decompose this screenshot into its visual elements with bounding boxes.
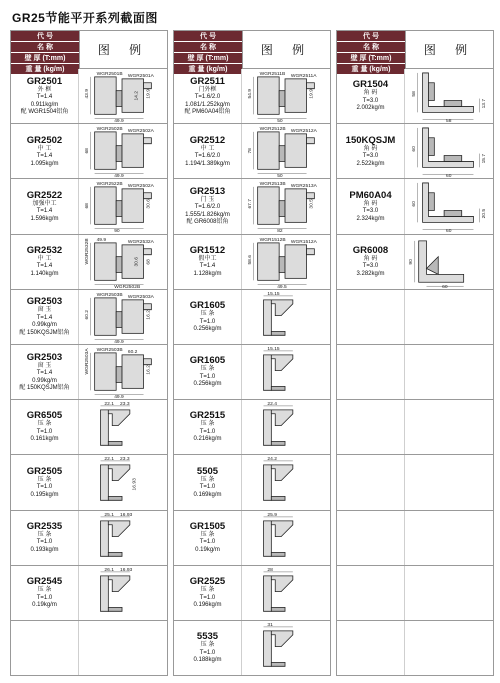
profile-drawing bbox=[242, 566, 330, 620]
profile-entry bbox=[336, 124, 494, 179]
profile-code: GR1605 bbox=[189, 300, 226, 312]
column-header bbox=[336, 30, 494, 73]
profile-weight: 3.282kg/m bbox=[356, 270, 385, 277]
profile-entry bbox=[10, 566, 168, 621]
profile-thickness: T=1.4 bbox=[36, 94, 53, 101]
profile-thickness: T=1.4 bbox=[36, 208, 53, 215]
profile-entry bbox=[173, 69, 331, 124]
profile-drawing bbox=[242, 345, 330, 399]
dimension-label: 24.2 bbox=[267, 457, 277, 463]
profile-code: GR1505 bbox=[189, 520, 226, 532]
header-thickness-label: 壁 厚 (T:mm) bbox=[11, 53, 79, 64]
profile-weight: 1.555/1.826kg/m bbox=[185, 211, 230, 218]
profile-thickness: T=1.0 bbox=[36, 594, 53, 601]
header-code-label: 代 号 bbox=[174, 31, 242, 42]
profile-code: GR2505 bbox=[26, 465, 63, 477]
dimension-label: 58 bbox=[411, 91, 417, 97]
header-name-label: 名 称 bbox=[174, 42, 242, 53]
profile-info bbox=[174, 124, 242, 178]
profile-weight: 0.216kg/m bbox=[193, 436, 222, 443]
profile-drawing bbox=[242, 290, 330, 344]
profile-entry bbox=[336, 235, 494, 290]
dimension-label: 30.6 bbox=[134, 256, 140, 267]
profile-info bbox=[11, 511, 79, 565]
profile-drawing bbox=[79, 455, 167, 509]
profile-name: 压 条 bbox=[37, 421, 52, 428]
profile-thickness: T=1.6/2.0 bbox=[194, 94, 221, 101]
profile-weight: 0.195kg/m bbox=[30, 491, 59, 498]
profile-entry bbox=[173, 511, 331, 566]
dimension-label: WGR2503B bbox=[96, 292, 123, 298]
dimension-label: 60 bbox=[446, 174, 452, 179]
dimension-label: WGR2512A bbox=[290, 129, 317, 135]
profile-entry bbox=[10, 345, 168, 400]
dimension-label: 78 bbox=[247, 148, 253, 154]
profile-info bbox=[337, 179, 405, 233]
dimension-label: WGR2513B bbox=[259, 182, 286, 188]
dimension-label: WGR2512B bbox=[259, 127, 286, 133]
profile-name: 中 工 bbox=[37, 145, 52, 152]
profile-entry bbox=[173, 566, 331, 621]
profile-name: 窗 玉 bbox=[37, 307, 52, 314]
profile-drawing bbox=[79, 124, 167, 178]
dimension-label: 68 bbox=[84, 148, 90, 154]
profile-note: 配 WGR1504铝角 bbox=[20, 109, 69, 116]
profile-name: 角 码 bbox=[363, 200, 378, 207]
profile-entry bbox=[173, 345, 331, 400]
profile-drawing bbox=[79, 290, 167, 344]
profile-entry bbox=[10, 290, 168, 345]
profile-entry bbox=[173, 290, 331, 345]
dimension-label: 25.9 bbox=[267, 512, 277, 518]
profile-weight: 0.188kg/m bbox=[193, 657, 222, 664]
profile-thickness: T=1.6/2.0 bbox=[194, 204, 221, 211]
profile-weight: 0.169kg/m bbox=[193, 491, 222, 498]
dimension-label: 26.1 bbox=[104, 567, 114, 573]
dimension-label: 68 bbox=[84, 203, 90, 209]
dimension-label: WGR2502B bbox=[96, 127, 123, 133]
profile-name: 压 条 bbox=[200, 366, 215, 373]
header-code-label: 代 号 bbox=[11, 31, 79, 42]
profile-weight: 0.19kg/m bbox=[32, 602, 57, 609]
profile-weight: 1.081/1.252kg/m bbox=[185, 101, 230, 108]
profile-name: 压 条 bbox=[200, 587, 215, 594]
profile-drawing bbox=[79, 345, 167, 399]
dimension-label: 23.3 bbox=[120, 457, 130, 463]
dimension-label: 16.2 bbox=[146, 364, 152, 375]
profile-name: 压 条 bbox=[37, 476, 52, 483]
profile-info bbox=[174, 179, 242, 233]
profile-name: 压 条 bbox=[200, 421, 215, 428]
profile-entry bbox=[173, 235, 331, 290]
dimension-label: WGR2502A bbox=[127, 129, 154, 135]
profile-code: GR2545 bbox=[26, 576, 63, 588]
dimension-label: WGR1512B bbox=[259, 237, 286, 243]
dimension-label: WGR2502A bbox=[127, 184, 154, 190]
dimension-label: 82 bbox=[277, 229, 283, 234]
profile-thickness: T=1.6/2.0 bbox=[194, 153, 221, 160]
profile-thickness: T=1.4 bbox=[36, 153, 53, 160]
dimension-label: 23.3 bbox=[120, 402, 130, 408]
header-thickness-label: 壁 厚 (T:mm) bbox=[337, 53, 405, 64]
dimension-label: 22.4 bbox=[267, 402, 277, 408]
dimension-label: 54.9 bbox=[247, 88, 253, 99]
catalog-column-1 bbox=[10, 30, 168, 676]
dimension-label: 14.2 bbox=[134, 90, 140, 101]
dimension-label: WGR2503B bbox=[96, 347, 123, 353]
profile-thickness: T=1.0 bbox=[36, 484, 53, 491]
profile-thickness: T=1.0 bbox=[199, 649, 216, 656]
dimension-label: WGR2501A bbox=[127, 73, 154, 79]
profile-thickness: T=1.4 bbox=[36, 370, 53, 377]
dimension-label: WGR2522B bbox=[96, 182, 123, 188]
profile-entry bbox=[10, 511, 168, 566]
profile-code: GR2503 bbox=[26, 296, 63, 308]
dimension-label: WGR2502B bbox=[114, 284, 141, 289]
profile-weight: 2.522kg/m bbox=[356, 160, 385, 167]
header-thickness-label: 壁 厚 (T:mm) bbox=[174, 53, 242, 64]
profile-weight: 0.99kg/m bbox=[32, 377, 57, 384]
profile-entry bbox=[173, 179, 331, 234]
header-weight-label: 重 量 (kg/m) bbox=[11, 64, 79, 74]
profile-thickness: T=3.0 bbox=[362, 208, 379, 215]
profile-drawing bbox=[405, 124, 493, 178]
profile-thickness: T=3.0 bbox=[362, 153, 379, 160]
profile-entry bbox=[10, 235, 168, 290]
profile-thickness: T=1.4 bbox=[36, 263, 53, 270]
empty-entry bbox=[336, 621, 494, 676]
profile-drawing bbox=[79, 69, 167, 123]
dimension-label: 49.9 bbox=[114, 119, 124, 124]
header-weight-label: 重 量 (kg/m) bbox=[337, 64, 405, 74]
dimension-label: 15.7 bbox=[482, 154, 488, 164]
profile-name: 压 条 bbox=[200, 311, 215, 318]
profile-weight: 0.911kg/m bbox=[30, 101, 59, 108]
dimension-label: WGR2532A bbox=[127, 239, 154, 245]
profile-thickness: T=1.4 bbox=[199, 263, 216, 270]
profile-info bbox=[11, 290, 79, 344]
profile-drawing bbox=[405, 69, 493, 123]
dimension-label: 31 bbox=[267, 622, 273, 628]
profile-weight: 0.193kg/m bbox=[30, 546, 59, 553]
profile-name: 压 条 bbox=[200, 642, 215, 649]
profile-drawing bbox=[242, 235, 330, 289]
dimension-label: WGR2501B bbox=[96, 71, 123, 77]
profile-weight: 1.596kg/m bbox=[30, 215, 59, 222]
profile-entry bbox=[336, 179, 494, 234]
profile-info bbox=[11, 124, 79, 178]
profile-thickness: T=1.0 bbox=[199, 318, 216, 325]
dimension-label: 22.1 bbox=[104, 402, 114, 408]
profile-code: GR2501 bbox=[26, 75, 63, 87]
profile-name: 角 码 bbox=[363, 145, 378, 152]
header-figure-label: 图 例 bbox=[79, 31, 167, 68]
profile-info bbox=[174, 69, 242, 123]
profile-entry bbox=[173, 400, 331, 455]
dimension-label: 50 bbox=[277, 119, 283, 124]
dimension-label: 60.2 bbox=[84, 309, 90, 320]
profile-thickness: T=3.0 bbox=[362, 263, 379, 270]
header-name-label: 名 称 bbox=[11, 42, 79, 53]
dimension-label: 49.9 bbox=[114, 339, 124, 344]
profile-thickness: T=1.0 bbox=[199, 428, 216, 435]
profile-info bbox=[11, 566, 79, 620]
dimension-label: 68 bbox=[146, 258, 152, 265]
profile-weight: 0.196kg/m bbox=[193, 602, 222, 609]
profile-name: 压 条 bbox=[37, 531, 52, 538]
profile-code: GR2513 bbox=[189, 185, 226, 197]
dimension-label: 49.9 bbox=[114, 395, 124, 400]
profile-note: 配 150KQSJM铝角 bbox=[19, 385, 70, 392]
catalog-column-3 bbox=[336, 30, 494, 676]
profile-code: GR2522 bbox=[26, 189, 63, 201]
dimension-label: 49.9 bbox=[96, 237, 107, 243]
profile-name: 角 码 bbox=[363, 90, 378, 97]
profile-drawing bbox=[242, 179, 330, 233]
profile-code: GR2512 bbox=[189, 134, 226, 146]
dimension-label: 60 bbox=[442, 284, 448, 289]
profile-weight: 0.256kg/m bbox=[193, 326, 222, 333]
dimension-label: 25.1 bbox=[104, 512, 114, 518]
profile-info bbox=[174, 621, 242, 675]
profile-info bbox=[11, 345, 79, 399]
dimension-label: 67.7 bbox=[247, 199, 253, 209]
profile-entry bbox=[10, 400, 168, 455]
profile-drawing bbox=[79, 566, 167, 620]
profile-weight: 2.324kg/m bbox=[356, 215, 385, 222]
profile-weight: 0.256kg/m bbox=[193, 381, 222, 388]
dimension-label: 60 bbox=[411, 146, 417, 152]
profile-name: 角 码 bbox=[363, 255, 378, 262]
profile-info bbox=[337, 235, 405, 289]
profile-drawing bbox=[242, 69, 330, 123]
dimension-label: 90 bbox=[408, 258, 414, 265]
profile-info bbox=[11, 400, 79, 454]
profile-weight: 1.128kg/m bbox=[193, 270, 222, 277]
profile-thickness: T=1.0 bbox=[199, 484, 216, 491]
dimension-label: 60.2 bbox=[127, 349, 138, 355]
profile-entry bbox=[10, 455, 168, 510]
profile-entry bbox=[10, 69, 168, 124]
dimension-label: WGR2503A bbox=[127, 294, 154, 300]
page-title: GR25节能平开系列截面图 bbox=[12, 11, 158, 25]
profile-name: 门 玉 bbox=[200, 196, 215, 203]
profile-drawing bbox=[79, 179, 167, 233]
profile-note: 配 GR6008铝角 bbox=[186, 219, 229, 226]
empty-entry bbox=[336, 345, 494, 400]
profile-name: 中 工 bbox=[37, 255, 52, 262]
profile-name: 窗 玉 bbox=[37, 362, 52, 369]
header-figure-label: 图 例 bbox=[405, 31, 493, 68]
header-name-label: 名 称 bbox=[337, 42, 405, 53]
profile-code: GR2503 bbox=[26, 351, 63, 363]
profile-name: 门外框 bbox=[198, 86, 217, 93]
header-weight-label: 重 量 (kg/m) bbox=[174, 64, 242, 74]
dimension-label: 22.1 bbox=[104, 457, 114, 463]
profile-thickness: T=1.4 bbox=[36, 314, 53, 321]
header-figure-label: 图 例 bbox=[242, 31, 330, 68]
profile-thickness: T=1.0 bbox=[199, 373, 216, 380]
profile-weight: 1.194/1.389kg/m bbox=[185, 160, 230, 167]
dimension-label: 30.6 bbox=[146, 199, 152, 209]
profile-drawing bbox=[79, 235, 167, 289]
dimension-label: WGR2511A bbox=[290, 73, 317, 79]
dimension-label: 30.5 bbox=[309, 199, 315, 209]
dimension-label: WGR2503A bbox=[84, 348, 90, 375]
dimension-label: 60 bbox=[411, 201, 417, 207]
profile-entry bbox=[10, 179, 168, 234]
profile-code: GR2502 bbox=[26, 134, 63, 146]
profile-info bbox=[337, 124, 405, 178]
profile-drawing bbox=[242, 400, 330, 454]
empty-entry bbox=[10, 621, 168, 676]
empty-entry bbox=[336, 400, 494, 455]
profile-entry bbox=[336, 69, 494, 124]
profile-info bbox=[174, 345, 242, 399]
profile-name: 加强中工 bbox=[32, 200, 57, 207]
profile-code: GR1512 bbox=[189, 244, 226, 256]
profile-info bbox=[11, 455, 79, 509]
profile-code: GR2515 bbox=[189, 410, 226, 422]
empty-entry bbox=[336, 511, 494, 566]
dimension-label: 90 bbox=[114, 229, 120, 234]
profile-drawing bbox=[79, 511, 167, 565]
profile-drawing bbox=[242, 511, 330, 565]
profile-code: 5535 bbox=[196, 631, 219, 643]
profile-info bbox=[174, 290, 242, 344]
profile-info bbox=[11, 179, 79, 233]
profile-code: GR2532 bbox=[26, 244, 63, 256]
dimension-label: 16.93 bbox=[120, 567, 133, 573]
catalog-column-2 bbox=[173, 30, 331, 676]
dimension-label: 19.9 bbox=[146, 88, 152, 99]
profile-info bbox=[337, 69, 405, 123]
profile-drawing bbox=[79, 400, 167, 454]
dimension-label: 16.93 bbox=[132, 478, 138, 491]
dimension-label: 50 bbox=[277, 174, 283, 179]
profile-weight: 2.002kg/m bbox=[356, 105, 385, 112]
profile-thickness: T=1.0 bbox=[199, 594, 216, 601]
dimension-label: 60 bbox=[446, 229, 452, 234]
profile-info bbox=[174, 511, 242, 565]
dimension-label: WGR1512A bbox=[290, 239, 317, 245]
profile-name: 压 条 bbox=[200, 531, 215, 538]
profile-thickness: T=1.0 bbox=[36, 539, 53, 546]
dimension-label: 49.5 bbox=[277, 284, 287, 289]
profile-info bbox=[11, 69, 79, 123]
profile-code: GR2511 bbox=[190, 75, 225, 87]
profile-note: 配 PM60A04铝角 bbox=[184, 109, 231, 116]
profile-code: GR6008 bbox=[352, 244, 389, 256]
profile-weight: 1.140kg/m bbox=[30, 270, 59, 277]
empty-entry bbox=[336, 290, 494, 345]
header-code-label: 代 号 bbox=[337, 31, 405, 42]
profile-info bbox=[174, 400, 242, 454]
empty-entry bbox=[336, 566, 494, 621]
dimension-label: WGR2513A bbox=[290, 184, 317, 190]
dimension-label: WGR2511B bbox=[259, 71, 286, 77]
profile-weight: 1.095kg/m bbox=[30, 160, 59, 167]
profile-thickness: T=1.0 bbox=[36, 428, 53, 435]
profile-weight: 0.161kg/m bbox=[30, 436, 59, 443]
profile-entry bbox=[10, 124, 168, 179]
profile-note: 配 150KQSJM铝角 bbox=[19, 329, 70, 336]
dimension-label: WGR2532B bbox=[84, 237, 90, 265]
profile-code: GR2525 bbox=[189, 576, 226, 588]
profile-weight: 0.19kg/m bbox=[195, 546, 220, 553]
profile-code: PM60A04 bbox=[349, 189, 392, 201]
column-header bbox=[173, 30, 331, 73]
dimension-label: 49.9 bbox=[114, 174, 124, 179]
profile-code: 5505 bbox=[196, 465, 219, 477]
profile-code: GR1504 bbox=[352, 79, 389, 91]
profile-entry bbox=[173, 124, 331, 179]
profile-name: 外 框 bbox=[37, 86, 52, 93]
profile-drawing bbox=[405, 179, 493, 233]
dimension-label: 15.15 bbox=[267, 346, 280, 352]
profile-code: GR6505 bbox=[26, 410, 63, 422]
profile-name: 假中工 bbox=[198, 255, 217, 262]
dimension-label: 19.9 bbox=[309, 88, 315, 99]
dimension-label: 20.5 bbox=[482, 209, 488, 219]
profile-info bbox=[174, 566, 242, 620]
profile-entry bbox=[173, 455, 331, 510]
dimension-label: 28 bbox=[267, 567, 273, 573]
dimension-label: 43.9 bbox=[84, 88, 90, 99]
profile-code: GR1605 bbox=[189, 355, 226, 367]
profile-name: 压 条 bbox=[200, 476, 215, 483]
profile-name: 压 条 bbox=[37, 587, 52, 594]
dimension-label: 16.2 bbox=[146, 309, 152, 320]
dimension-label: 16.93 bbox=[120, 512, 133, 518]
profile-name: 中 工 bbox=[200, 145, 215, 152]
dimension-label: 15.15 bbox=[267, 291, 280, 297]
profile-drawing bbox=[242, 455, 330, 509]
dimension-label: 58 bbox=[446, 119, 452, 124]
column-header bbox=[10, 30, 168, 73]
profile-weight: 0.99kg/m bbox=[32, 322, 57, 329]
profile-thickness: T=3.0 bbox=[362, 97, 379, 104]
dimension-label: 13.7 bbox=[482, 98, 488, 109]
profile-info bbox=[174, 235, 242, 289]
profile-info bbox=[174, 455, 242, 509]
profile-drawing bbox=[242, 621, 330, 675]
profile-code: GR2535 bbox=[26, 520, 63, 532]
profile-code: 150KQSJM bbox=[345, 134, 396, 146]
profile-thickness: T=1.0 bbox=[199, 539, 216, 546]
profile-drawing bbox=[405, 235, 493, 289]
profile-drawing bbox=[242, 124, 330, 178]
dimension-label: 58.6 bbox=[247, 254, 253, 265]
profile-info bbox=[11, 235, 79, 289]
profile-entry bbox=[173, 621, 331, 676]
empty-entry bbox=[336, 455, 494, 510]
